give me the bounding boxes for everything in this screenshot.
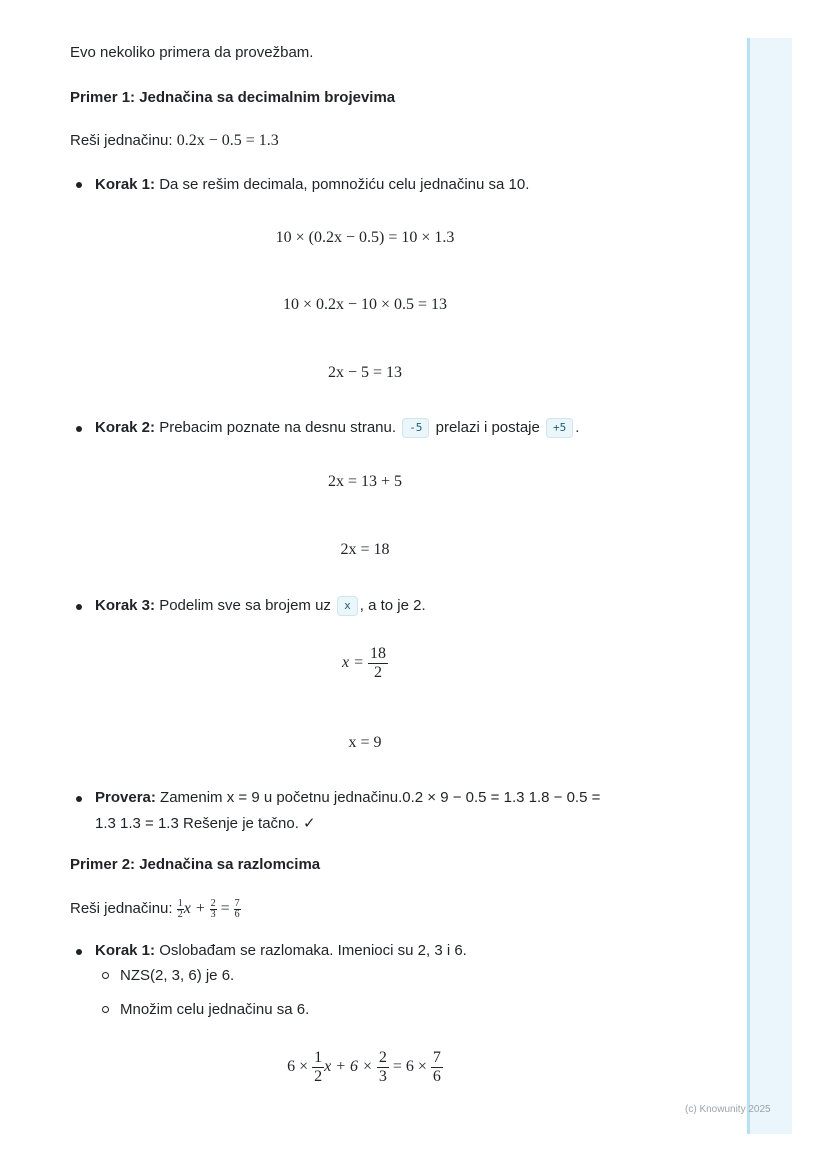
- numerator: 1: [177, 898, 183, 909]
- step-label: Korak 1:: [95, 176, 156, 193]
- fraction: [210, 899, 217, 920]
- primer2-sub2: Množim celu jednačinu sa 6.: [120, 1001, 310, 1018]
- primer2-title: Primer 2: Jednačina sa razlomcima: [70, 856, 321, 873]
- inline-code: -5: [402, 418, 429, 438]
- numerator: 7: [432, 1049, 441, 1066]
- copyright-footer: (c) Knowunity 2025: [685, 1104, 771, 1115]
- denominator: 2: [177, 909, 183, 920]
- primer2-step1: [95, 941, 467, 961]
- equation-2: 10 × 0.2x − 10 × 0.5 = 13: [282, 296, 448, 313]
- bullet-icon: [76, 426, 82, 432]
- eq-term: x +: [183, 900, 206, 918]
- step-text-mid: prelazi i postaje: [435, 419, 540, 436]
- inline-code: x: [337, 596, 358, 616]
- check-text: Zamenim x = 9 u početnu jednačinu.0.2 × 9 − 0.5 = 1.3 1.8 − 0.5 =: [155, 789, 601, 806]
- intro-text: Evo nekoliko primera da provežbam.: [70, 44, 314, 61]
- fraction: [377, 1050, 389, 1085]
- eq-term: = 6 ×: [392, 1058, 427, 1076]
- numerator: 1: [314, 1049, 323, 1066]
- sub-bullet-icon: [102, 972, 109, 979]
- step-text: Podelim sve sa brojem uz: [155, 597, 331, 614]
- equation-7: x = 9: [348, 734, 382, 751]
- bullet-icon: [76, 796, 82, 802]
- denominator: 3: [210, 909, 216, 920]
- eq-sign: =: [220, 900, 230, 918]
- fraction: [177, 899, 184, 920]
- fraction: [234, 899, 241, 920]
- primer1-step2: [95, 418, 579, 438]
- numerator: 2: [210, 898, 216, 909]
- primer2-sub1: NZS(2, 3, 6) je 6.: [120, 967, 235, 984]
- bullet-icon: [76, 182, 82, 188]
- task-label: Reši jednačinu:: [70, 132, 173, 149]
- eq-lhs: x =: [342, 654, 364, 672]
- step-text: Da se rešim decimala, pomnožiću celu jednačinu sa 10.: [155, 176, 530, 193]
- right-sidebar-strip: [747, 38, 792, 1134]
- fraction: [368, 646, 388, 681]
- eq-term: 6 ×: [287, 1058, 309, 1076]
- equation-1: 10 × (0.2x − 0.5) = 10 × 1.3: [275, 229, 455, 246]
- numerator: 2: [378, 1049, 387, 1066]
- sub-bullet-icon: [102, 1006, 109, 1013]
- check-label: Provera:: [95, 789, 156, 806]
- bullet-icon: [76, 949, 82, 955]
- equation-8: [70, 1050, 660, 1085]
- numerator: 18: [369, 645, 386, 662]
- equation-6: [70, 646, 660, 681]
- denominator: 2: [314, 1068, 323, 1085]
- primer1-check-line2: 1.3 1.3 = 1.3 Rešenje je tačno. ✓: [95, 815, 316, 832]
- primer1-title: Primer 1: Jednačina sa decimalnim brojevima: [70, 89, 396, 106]
- primer1-check: [95, 788, 600, 808]
- denominator: 2: [373, 664, 382, 681]
- bullet-icon: [76, 604, 82, 610]
- numerator: 7: [234, 898, 240, 909]
- primer1-step3: [95, 596, 426, 616]
- denominator: 6: [234, 909, 240, 920]
- step-text-end: .: [575, 419, 580, 436]
- primer2-task: [70, 899, 241, 920]
- step-text: Prebacim poznate na desnu stranu.: [155, 419, 397, 436]
- task-equation: 0.2x − 0.5 = 1.3: [176, 132, 279, 149]
- fraction: [312, 1050, 324, 1085]
- equation-5: 2x = 18: [340, 541, 390, 558]
- denominator: 3: [378, 1068, 387, 1085]
- primer1-step1: [95, 175, 529, 195]
- step-text-end: , a to je 2.: [359, 597, 426, 614]
- denominator: 6: [432, 1068, 441, 1085]
- task-equation: [177, 898, 241, 920]
- fraction: [431, 1050, 443, 1085]
- step-label: Korak 3:: [95, 597, 156, 614]
- inline-code: +5: [546, 418, 573, 438]
- equation-4: 2x = 13 + 5: [327, 473, 403, 490]
- step-label: Korak 1:: [95, 942, 156, 959]
- eq-term: x + 6 ×: [324, 1058, 373, 1076]
- primer1-task: [70, 131, 279, 151]
- step-text: Oslobađam se razlomaka. Imenioci su 2, 3 i 6.: [155, 942, 467, 959]
- step-label: Korak 2:: [95, 419, 156, 436]
- equation-3: 2x − 5 = 13: [327, 364, 403, 381]
- task-label: Reši jednačinu:: [70, 900, 173, 918]
